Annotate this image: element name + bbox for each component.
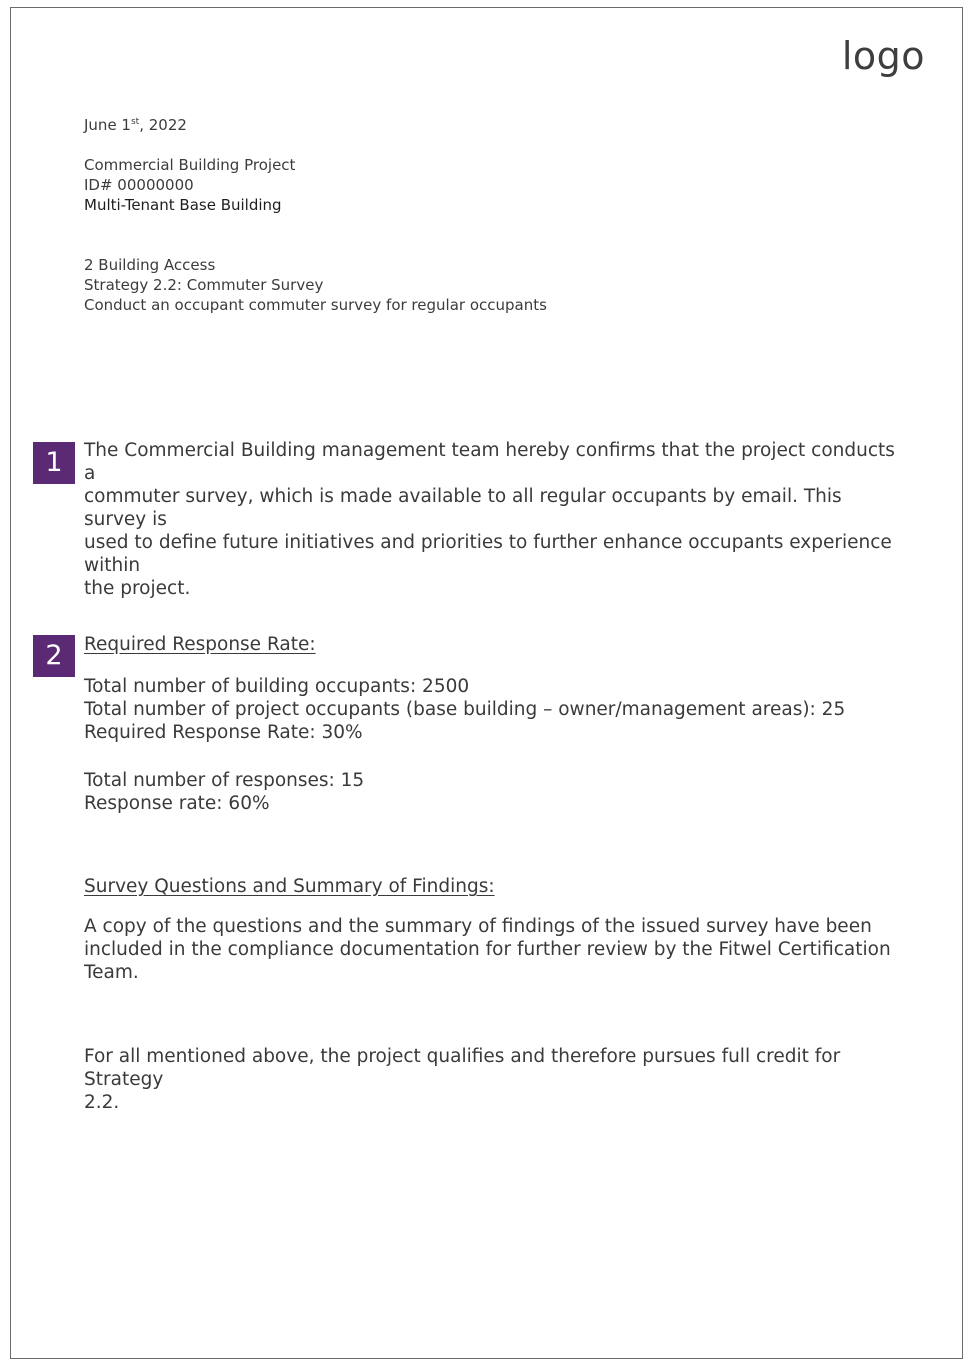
response-rate-value: Response rate: 60% bbox=[84, 793, 270, 814]
date-suffix: st bbox=[130, 117, 140, 127]
required-response-rate: Required Response Rate: 30% bbox=[84, 722, 363, 743]
response-rate-heading: Required Response Rate: bbox=[84, 634, 316, 655]
findings-line: Team. bbox=[84, 962, 139, 983]
strategy-title: Strategy 2.2: Commuter Survey bbox=[84, 276, 324, 294]
date-month-day: June 1 bbox=[84, 116, 131, 134]
project-info bbox=[84, 155, 295, 215]
findings-heading: Survey Questions and Summary of Findings: bbox=[84, 876, 495, 897]
confirmation-line: commuter survey, which is made available to all regular occupants by email. This survey is bbox=[84, 486, 842, 530]
confirmation-paragraph bbox=[84, 439, 904, 600]
date-year: , 2022 bbox=[139, 116, 187, 134]
marker-2: 2 bbox=[33, 635, 75, 677]
strategy-description: Conduct an occupant commuter survey for regular occupants bbox=[84, 296, 547, 314]
conclusion-paragraph bbox=[84, 1045, 904, 1114]
letter-date bbox=[84, 115, 187, 135]
strategy-section: 2 Building Access bbox=[84, 256, 216, 274]
findings-line: included in the compliance documentation for further review by the Fitwel Certification bbox=[84, 939, 891, 960]
responses-block bbox=[84, 769, 904, 815]
total-project-occupants: Total number of project occupants (base building – owner/management areas): 25 bbox=[84, 699, 846, 720]
confirmation-line: used to define future initiatives and priorities to further enhance occupants experience within bbox=[84, 532, 892, 576]
conclusion-line: 2.2. bbox=[84, 1092, 120, 1113]
confirmation-line: the project. bbox=[84, 578, 191, 599]
project-id: ID# 00000000 bbox=[84, 176, 194, 194]
findings-paragraph bbox=[84, 915, 904, 984]
project-type: Multi-Tenant Base Building bbox=[84, 196, 282, 214]
total-building-occupants: Total number of building occupants: 2500 bbox=[84, 676, 470, 697]
logo: logo bbox=[841, 34, 925, 78]
strategy-info bbox=[84, 255, 547, 315]
project-name: Commercial Building Project bbox=[84, 156, 296, 174]
conclusion-line: For all mentioned above, the project qualifies and therefore pursues full credit for Strategy bbox=[84, 1046, 841, 1090]
findings-line: A copy of the questions and the summary of findings of the issued survey have been bbox=[84, 916, 872, 937]
total-responses: Total number of responses: 15 bbox=[84, 770, 365, 791]
marker-1: 1 bbox=[33, 442, 75, 484]
confirmation-line: The Commercial Building management team hereby confirms that the project conducts a bbox=[84, 440, 895, 484]
occupants-block bbox=[84, 675, 904, 744]
